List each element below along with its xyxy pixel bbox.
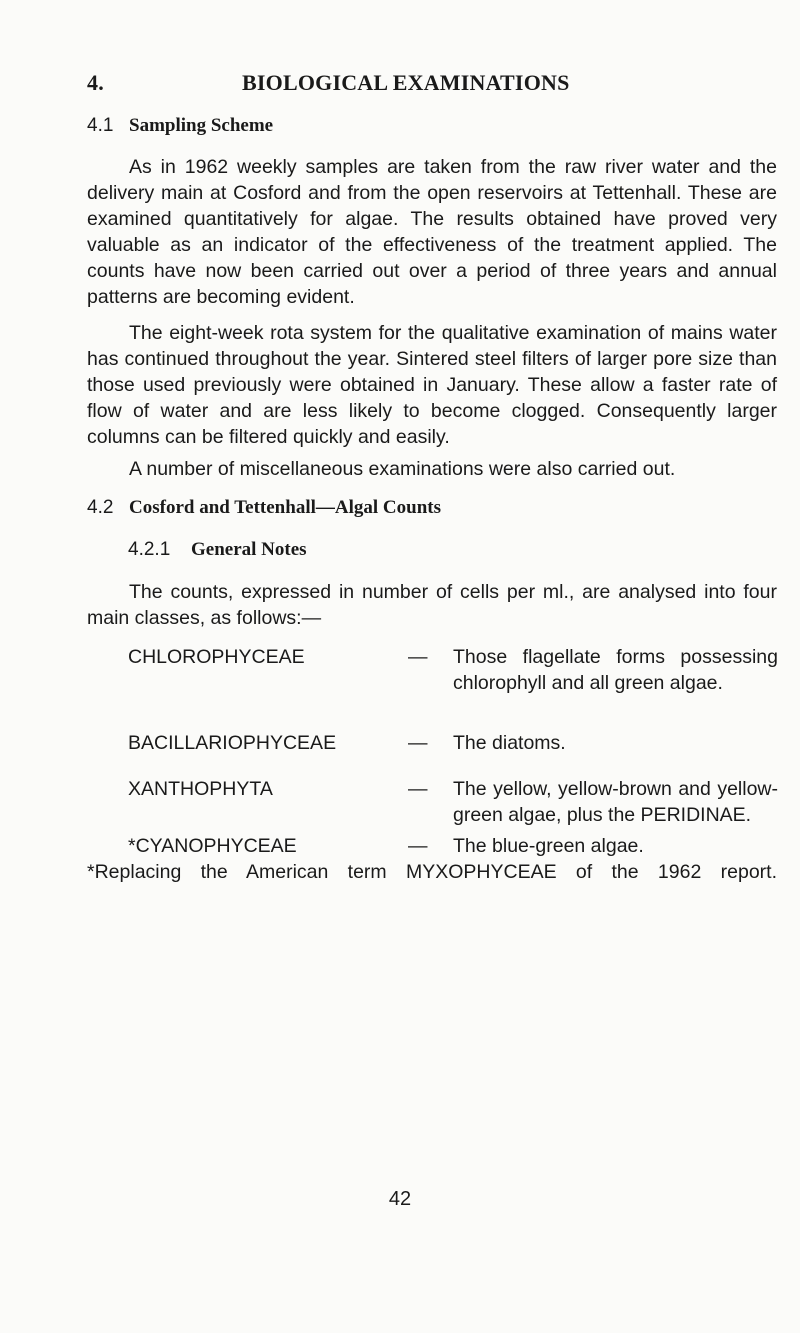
subsection-number: 4.2.1 (128, 539, 171, 560)
class-dash: — (408, 835, 428, 857)
class-description: The blue-green algae. (453, 835, 644, 857)
class-row-chlorophyceae (128, 644, 778, 696)
class-name: CHLOROPHYCEAE (128, 646, 305, 668)
footnote: *Replacing the American term MYXOPHYCEAE of the 1962 report. (87, 861, 777, 883)
subsection-heading-4-2-1 (128, 539, 307, 561)
class-description: The diatoms. (453, 732, 566, 754)
class-dash: — (408, 778, 428, 800)
class-description: The yellow, yellow-brown and yellow-green algae, plus the PERIDINAE. (453, 778, 778, 826)
chapter-heading (87, 70, 727, 96)
section-title: Cosford and Tettenhall—Algal Counts (129, 497, 441, 518)
class-description: Those flagellate forms possessing chlorophyll and all green algae. (453, 646, 778, 694)
section-number: 4.2 (87, 497, 114, 518)
class-name: BACILLARIOPHYCEAE (128, 732, 337, 754)
section-heading-4-2 (87, 497, 441, 519)
page-number: 42 (388, 1188, 412, 1210)
subsection-title: General Notes (191, 539, 307, 560)
section-heading-4-1 (87, 115, 273, 137)
class-row-bacillariophyceae (128, 730, 778, 756)
class-dash: — (408, 646, 428, 668)
paragraph-sampling-2: The eight-week rota system for the qualitative examination of mains water has continued throughout the year. Sintered steel filters of larger pore size than those used previously were obtained in January. These allow a faster rate of flow of water and are less likely to become clogged. Consequently larger columns can be filtered quickly and easily. (87, 322, 777, 448)
section-number: 4.1 (87, 115, 114, 136)
class-dash: — (408, 732, 428, 754)
paragraph-counts-intro: The counts, expressed in number of cells per ml., are analysed into four main classes, as follows:— (87, 581, 777, 629)
paragraph-sampling-3: A number of miscellaneous examinations were also carried out. (129, 458, 676, 480)
section-title: Sampling Scheme (129, 115, 274, 136)
class-row-cyanophyceae (128, 833, 778, 859)
class-name: XANTHOPHYTA (128, 778, 273, 800)
class-name: *CYANOPHYCEAE (128, 835, 297, 857)
chapter-title: BIOLOGICAL EXAMINATIONS (242, 70, 570, 95)
chapter-number: 4. (87, 70, 104, 95)
paragraph-sampling-1: As in 1962 weekly samples are taken from the raw river water and the delivery main at Cosford and from the open reservoirs at Tettenhall. These are examined quantitatively for algae. The results obtained have proved very valuable as an indicator of the effectiveness of the treatment applied. The counts have now been carried out over a period of three years and annual patterns are becoming evident. (87, 156, 777, 308)
